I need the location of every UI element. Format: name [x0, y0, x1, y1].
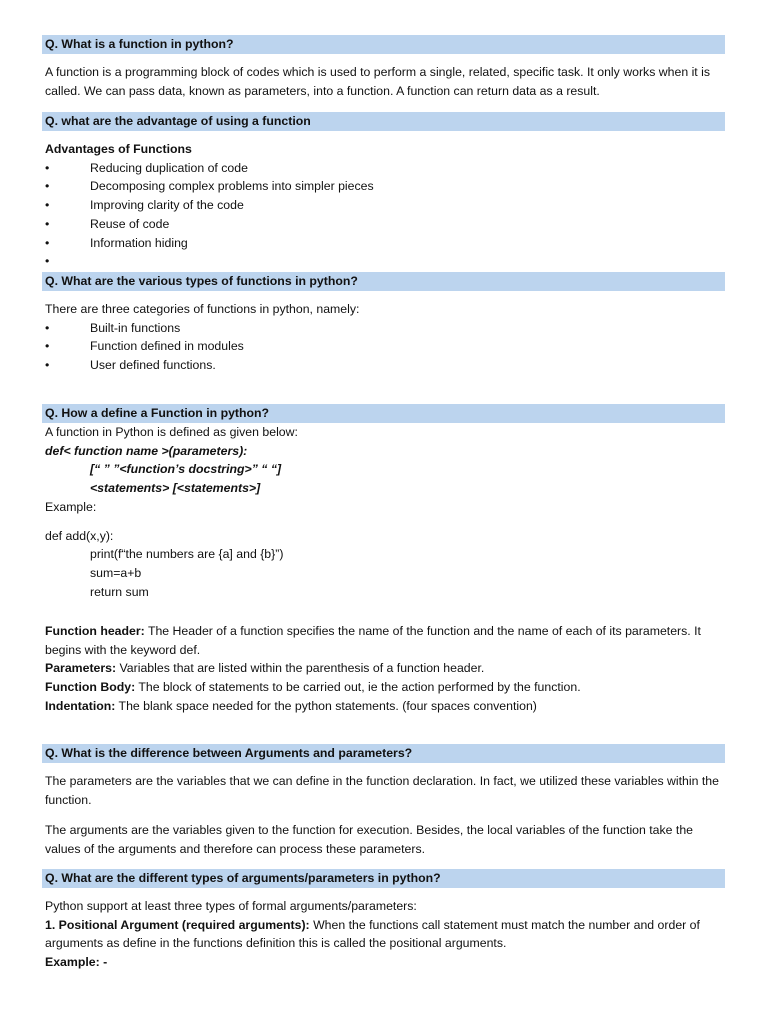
question-heading-5: Q. What is the difference between Arguments and parameters?: [42, 744, 725, 763]
code-line: print(f“the numbers are {a] and {b}”): [90, 547, 284, 562]
answer-6: [45, 897, 725, 972]
syntax-line: [“ ” ”<function’s docstring>” “ “]: [90, 462, 282, 477]
define-intro: A function in Python is defined as given below:: [45, 425, 298, 439]
definition-item: Indentation: The blank space needed for the python statements. (four spaces convention): [45, 698, 537, 713]
list-item: • Information hiding: [45, 235, 188, 250]
answer-5-para-1: The parameters are the variables that we can define in the function declaration. In fact, we utilized these variables within the function.: [45, 774, 719, 807]
answer-2: Advantages of Functions • Reducing duplication of code • Decomposing complex problems into simpler pieces • Improving clarity of the code • Reuse of code • Information hiding •: [45, 140, 725, 252]
advantages-heading: Advantages of Functions: [45, 142, 192, 156]
list-item: • Improving clarity of the code: [45, 198, 244, 213]
question-heading-6: Q. What are the different types of arguments/parameters in python?: [42, 869, 725, 888]
answer-1: [45, 63, 725, 100]
positional-argument-point: 1. Positional Argument (required arguments): When the functions call statement must match the number and order of arguments as define in the functions definition this is called the positional arguments.: [45, 917, 700, 951]
list-item: • Built-in functions: [45, 320, 181, 335]
answer-4: [45, 423, 725, 601]
question-heading-2: Q. what are the advantage of using a function: [42, 112, 725, 131]
answer-1-text: A function is a programming block of codes which is used to perform a single, related, specific task. It only works when it is called. We can pass data, known as parameters, into a function. A function can return data as a result.: [45, 65, 711, 98]
definition-item: Parameters: Variables that are listed within the parenthesis of a function header.: [45, 661, 485, 676]
answer-3: [45, 300, 725, 375]
list-item: • Reuse of code: [45, 216, 170, 231]
definition-item: Function header: The Header of a function specifies the name of the function and the name of each of its parameters. It begins with the keyword def.: [45, 624, 701, 657]
syntax-line: <statements> [<statements>]: [90, 481, 261, 496]
list-item: • Reducing duplication of code: [45, 160, 248, 175]
list-item: • Function defined in modules: [45, 339, 244, 354]
definition-item: Function Body: The block of statements to be carried out, ie the action performed by the function.: [45, 680, 581, 695]
code-line: sum=a+b: [90, 565, 142, 580]
list-item: • User defined functions.: [45, 358, 216, 373]
code-line: def add(x,y):: [45, 528, 114, 543]
definitions: [45, 622, 725, 716]
question-heading-3: Q. What are the various types of functions in python?: [42, 272, 725, 291]
example-label: Example: -: [45, 955, 108, 970]
example-label: Example:: [45, 499, 97, 514]
argument-types-intro: Python support at least three types of formal arguments/parameters:: [45, 899, 417, 913]
question-heading-4: Q. How a define a Function in python?: [42, 404, 725, 423]
syntax-line: def< function name >(parameters):: [45, 443, 248, 458]
question-heading-1: Q. What is a function in python?: [42, 35, 725, 54]
code-line: return sum: [90, 584, 149, 599]
answer-5-para-2: The arguments are the variables given to the function for execution. Besides, the local variables of the function take the values of the arguments and therefore can process these parameters.: [45, 823, 694, 856]
list-item: • Decomposing complex problems into simpler pieces: [45, 179, 374, 194]
types-intro: There are three categories of functions in python, namely:: [45, 302, 360, 316]
